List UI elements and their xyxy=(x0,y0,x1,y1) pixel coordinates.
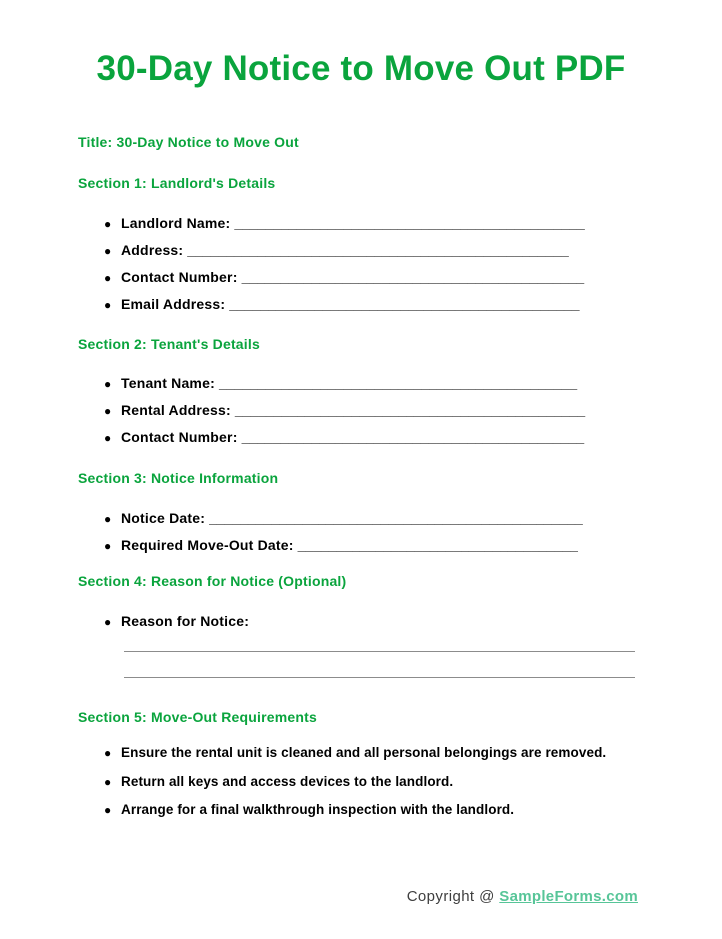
item-label: Email Address: xyxy=(121,296,226,312)
bullet-icon: ● xyxy=(104,615,112,629)
list-item xyxy=(104,237,682,264)
bullet-icon: ● xyxy=(104,803,112,817)
item-label: Contact Number: xyxy=(121,429,238,445)
bullet-icon: ● xyxy=(104,217,112,231)
list-item xyxy=(104,505,682,532)
item-label: Tenant Name: xyxy=(121,375,215,391)
fill-line: _____________________________________________ xyxy=(234,215,585,231)
section-1-list xyxy=(104,210,682,318)
bullet-icon: ● xyxy=(104,431,112,445)
fill-line: ____________________________________________ xyxy=(241,269,585,285)
section-2-list xyxy=(104,370,682,451)
fill-line: ______________________________________________ xyxy=(218,375,578,391)
list-item xyxy=(104,210,682,237)
bullet-icon: ● xyxy=(104,404,112,418)
section-4-list xyxy=(104,608,682,635)
section-5-list xyxy=(104,739,682,825)
ruled-line xyxy=(124,677,635,678)
section-4-heading: Section 4: Reason for Notice (Optional) xyxy=(78,573,347,589)
bullet-icon: ● xyxy=(104,377,112,391)
section-3-heading: Section 3: Notice Information xyxy=(78,470,279,486)
list-item xyxy=(104,424,682,451)
bullet-icon: ● xyxy=(104,512,112,526)
item-label: Address: xyxy=(121,242,184,258)
section-2-heading: Section 2: Tenant's Details xyxy=(78,336,260,352)
list-item xyxy=(104,532,682,559)
item-label: Notice Date: xyxy=(121,510,206,526)
doc-subtitle: Title: 30-Day Notice to Move Out xyxy=(78,134,299,150)
ruled-line xyxy=(124,651,635,652)
bullet-icon: ● xyxy=(104,298,112,312)
item-label: Contact Number: xyxy=(121,269,238,285)
fill-line: ________________________________________________ xyxy=(209,510,583,526)
section-5-heading: Section 5: Move-Out Requirements xyxy=(78,709,317,725)
item-label: Landlord Name: xyxy=(121,215,231,231)
fill-line: _____________________________________________ xyxy=(234,402,586,418)
section-1-heading: Section 1: Landlord's Details xyxy=(78,175,276,191)
item-text: Ensure the rental unit is cleaned and all personal belongings are removed. xyxy=(121,745,607,760)
item-text: Arrange for a final walkthrough inspection with the landlord. xyxy=(121,802,515,817)
fill-line: ____________________________________________ xyxy=(241,429,585,445)
copyright-text: Copyright @ xyxy=(406,888,495,905)
item-label: Rental Address: xyxy=(121,402,231,418)
fill-line: _____________________________________________ xyxy=(229,296,580,312)
item-label: Required Move-Out Date: xyxy=(121,537,294,553)
bullet-icon: ● xyxy=(104,244,112,258)
footer xyxy=(407,887,638,906)
bullet-icon: ● xyxy=(104,271,112,285)
item-label: Reason for Notice: xyxy=(121,613,250,629)
list-item xyxy=(104,370,682,397)
list-item xyxy=(104,291,682,318)
list-item xyxy=(104,768,682,797)
fill-line: ____________________________________ xyxy=(297,537,578,553)
list-item xyxy=(104,264,682,291)
page-title: 30-Day Notice to Move Out PDF xyxy=(96,49,626,88)
fill-line: _________________________________________________ xyxy=(187,242,569,258)
item-text: Return all keys and access devices to the landlord. xyxy=(121,773,454,789)
bullet-icon: ● xyxy=(104,774,112,789)
footer-link[interactable]: SampleForms.com xyxy=(499,888,638,905)
section-3-list xyxy=(104,505,682,559)
list-item xyxy=(104,739,682,768)
bullet-icon: ● xyxy=(104,746,112,760)
list-item xyxy=(104,397,682,424)
bullet-icon: ● xyxy=(104,539,112,553)
list-item xyxy=(104,796,682,825)
list-item xyxy=(104,608,682,635)
